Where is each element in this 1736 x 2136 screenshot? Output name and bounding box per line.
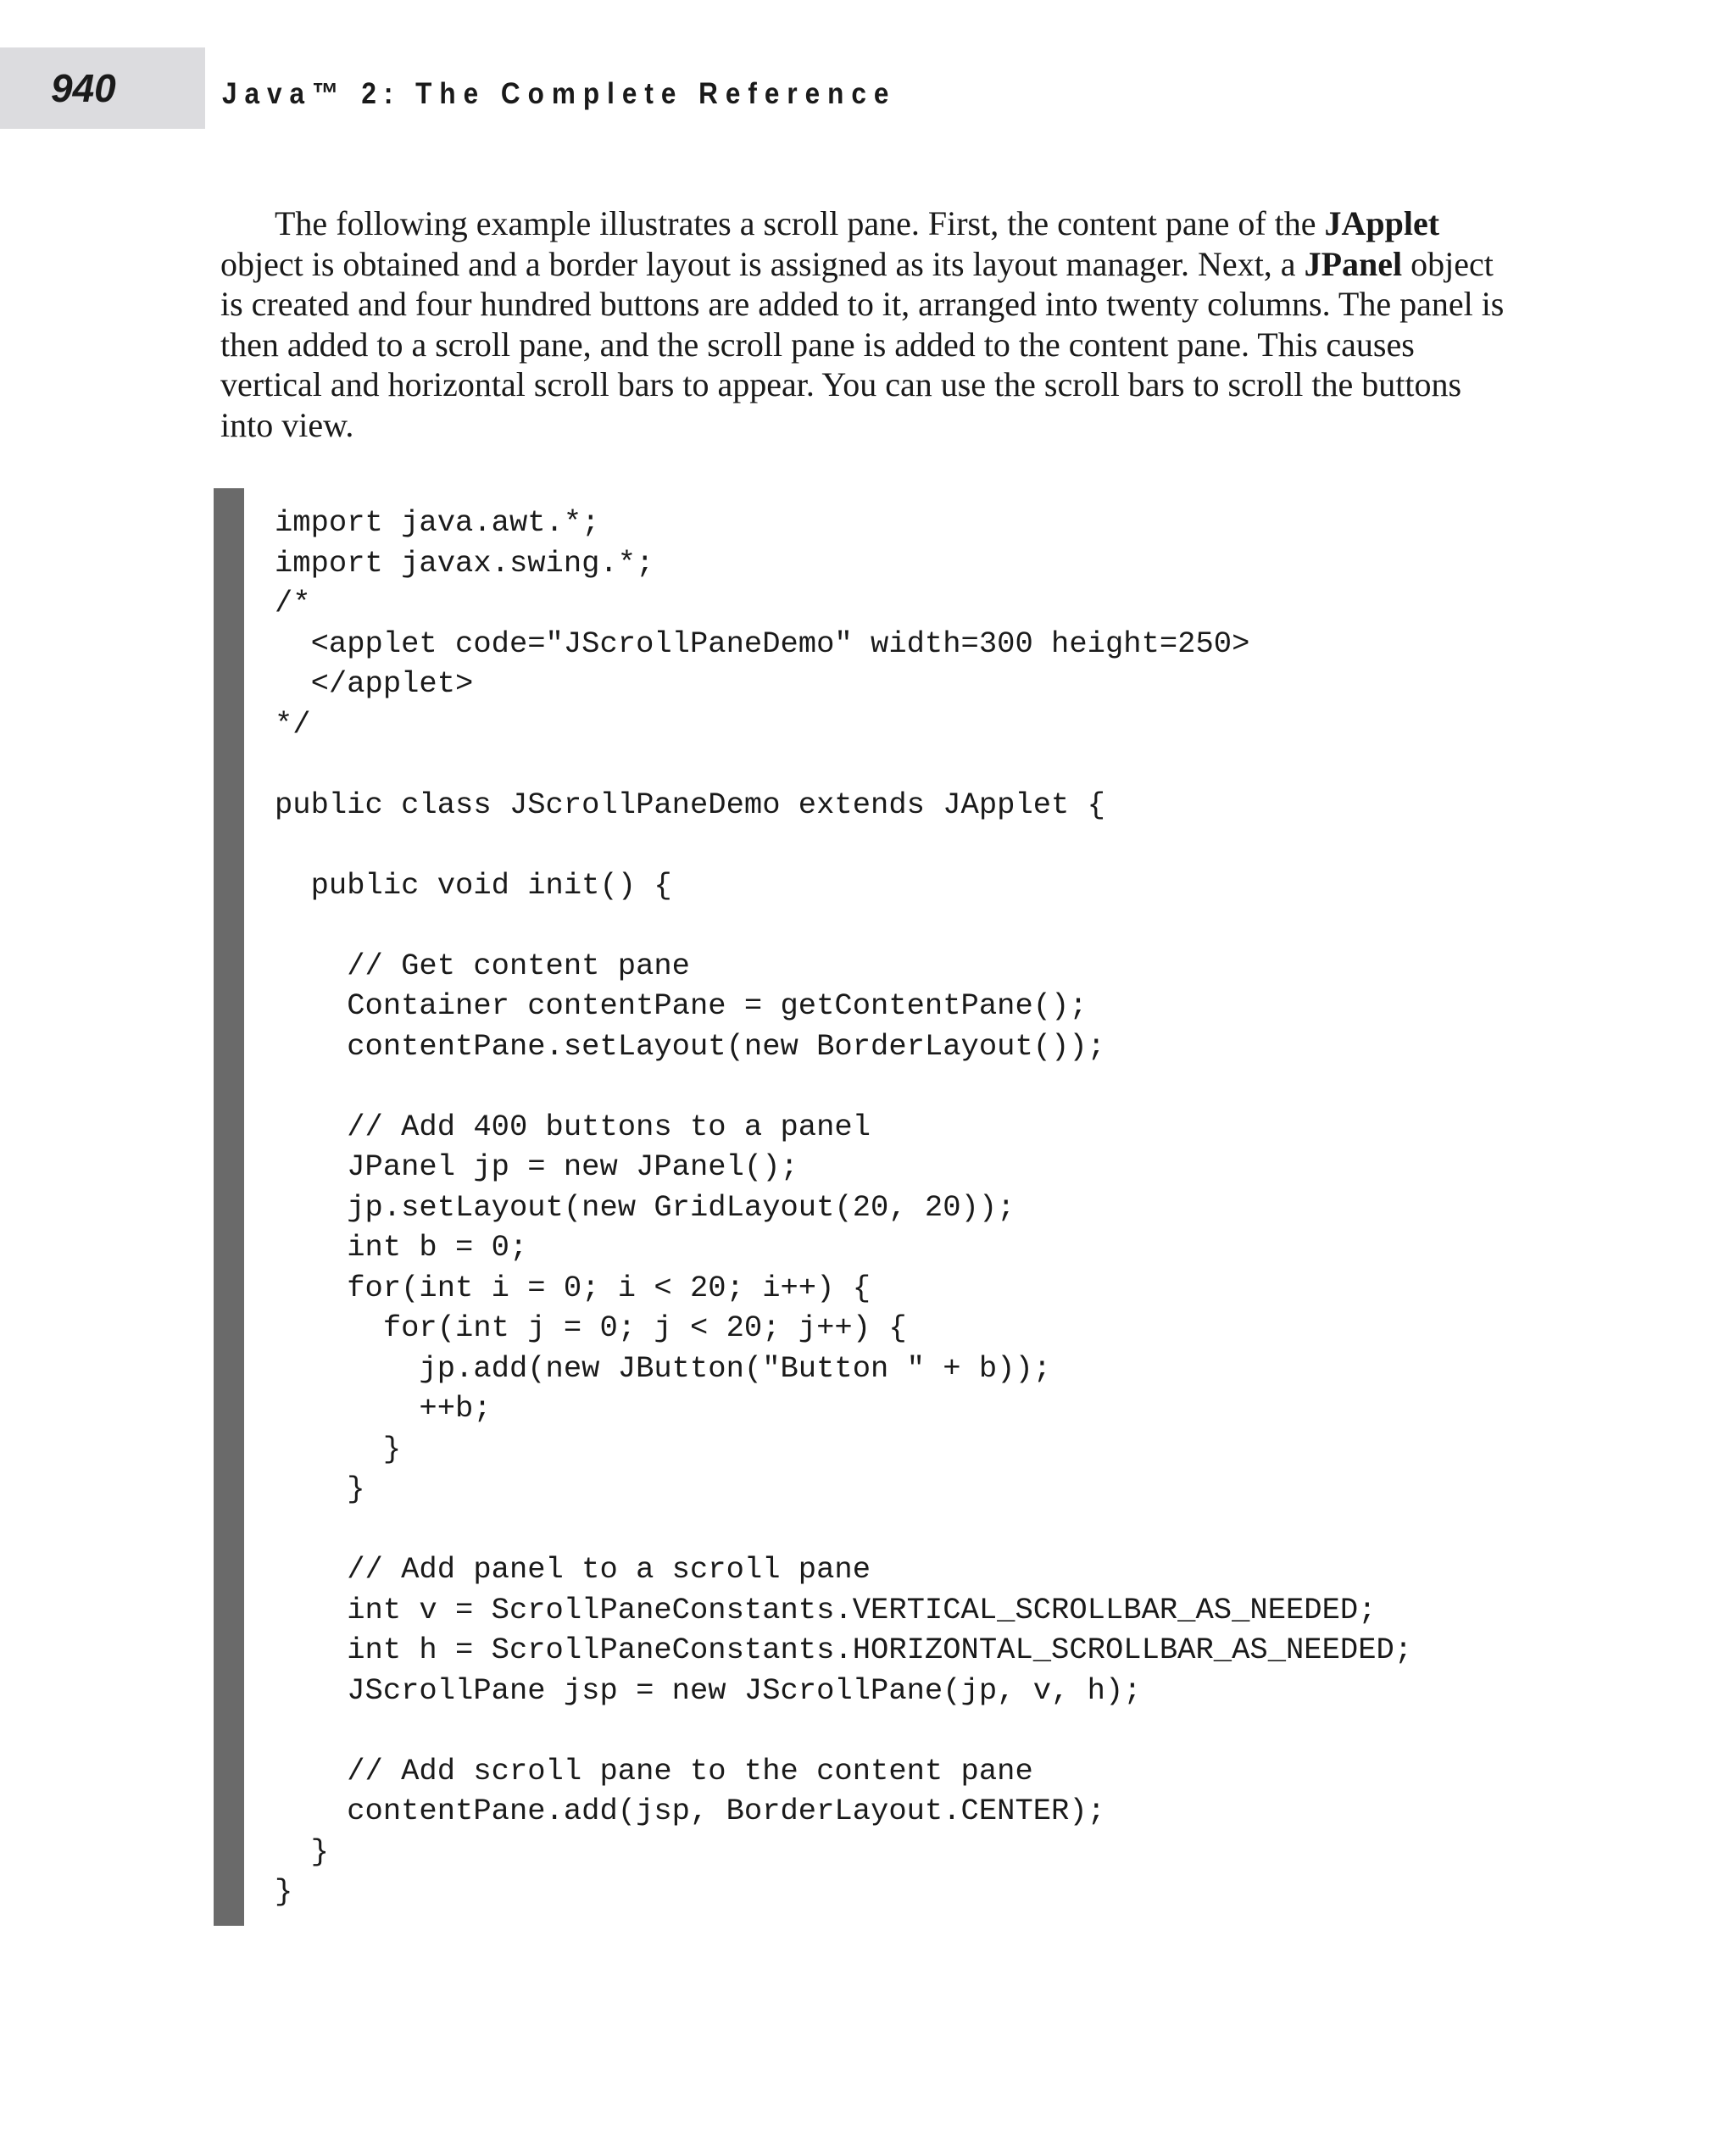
code-line: // Get content pane	[275, 948, 690, 983]
code-line: jp.setLayout(new GridLayout(20, 20));	[275, 1189, 1015, 1225]
code-line: jp.add(new JButton("Button " + b));	[275, 1350, 1052, 1386]
running-header-title: Java™ 2: The Complete Reference	[222, 77, 897, 110]
code-line: import javax.swing.*;	[275, 545, 654, 581]
code-line	[275, 1510, 1412, 1550]
code-line: JPanel jp = new JPanel();	[275, 1149, 798, 1184]
code-line: int b = 0;	[275, 1230, 528, 1265]
code-listing-bar	[214, 488, 244, 1926]
code-line: import java.awt.*;	[275, 505, 600, 540]
code-line: <applet code="JScrollPaneDemo" width=300 height=250>	[275, 626, 1250, 661]
code-line: }	[275, 1431, 402, 1466]
code-line: // Add scroll pane to the content pane	[275, 1753, 1033, 1788]
code-line: }	[275, 1471, 365, 1506]
code-line: for(int i = 0; i < 20; i++) {	[275, 1270, 871, 1305]
code-line: for(int j = 0; j < 20; j++) {	[275, 1310, 907, 1345]
page-number: 940	[51, 66, 116, 110]
code-line: }	[275, 1833, 329, 1869]
paragraph-text-3: object is created and four hundred buttons are added to it, arranged into twenty columns. The panel is then added to a scroll pane, and the scroll pane is added to the content pane. This causes vertical and horizontal scroll bars to appear. You can use the scroll bars to scroll the buttons into view.	[220, 244, 1505, 444]
body-paragraph	[220, 203, 1517, 446]
code-line: contentPane.add(jsp, BorderLayout.CENTER);	[275, 1794, 1105, 1828]
term-jpanel: JPanel	[1304, 244, 1403, 283]
code-line: ++b;	[275, 1391, 492, 1426]
code-line: JScrollPane jsp = new JScrollPane(jp, v, h);	[275, 1672, 1142, 1708]
code-line: public class JScrollPaneDemo extends JApplet {	[275, 787, 1105, 822]
code-line: // Add 400 buttons to a panel	[275, 1109, 871, 1144]
code-line	[275, 905, 1412, 946]
code-line	[275, 1710, 1412, 1751]
code-listing	[275, 503, 1412, 1912]
paragraph-text-2: object is obtained and a border layout is assigned as its layout manager. Next, a	[220, 244, 1305, 283]
code-line: public void init() {	[275, 867, 672, 903]
code-line: /*	[275, 586, 311, 620]
code-line: Container contentPane = getContentPane();	[275, 988, 1088, 1023]
code-line	[275, 1066, 1412, 1107]
code-line: int h = ScrollPaneConstants.HORIZONTAL_SCROLLBAR_AS_NEEDED;	[275, 1633, 1413, 1667]
term-japplet: JApplet	[1324, 204, 1440, 242]
code-line	[275, 825, 1412, 865]
code-line: // Add panel to a scroll pane	[275, 1552, 871, 1587]
paragraph-text-1: The following example illustrates a scroll pane. First, the content pane of the	[275, 204, 1325, 242]
code-line: }	[275, 1874, 293, 1909]
code-line	[275, 744, 1412, 785]
code-line: </applet>	[275, 666, 474, 701]
code-line: */	[275, 706, 311, 742]
code-line: contentPane.setLayout(new BorderLayout());	[275, 1028, 1105, 1064]
code-line: int v = ScrollPaneConstants.VERTICAL_SCROLLBAR_AS_NEEDED;	[275, 1592, 1377, 1627]
